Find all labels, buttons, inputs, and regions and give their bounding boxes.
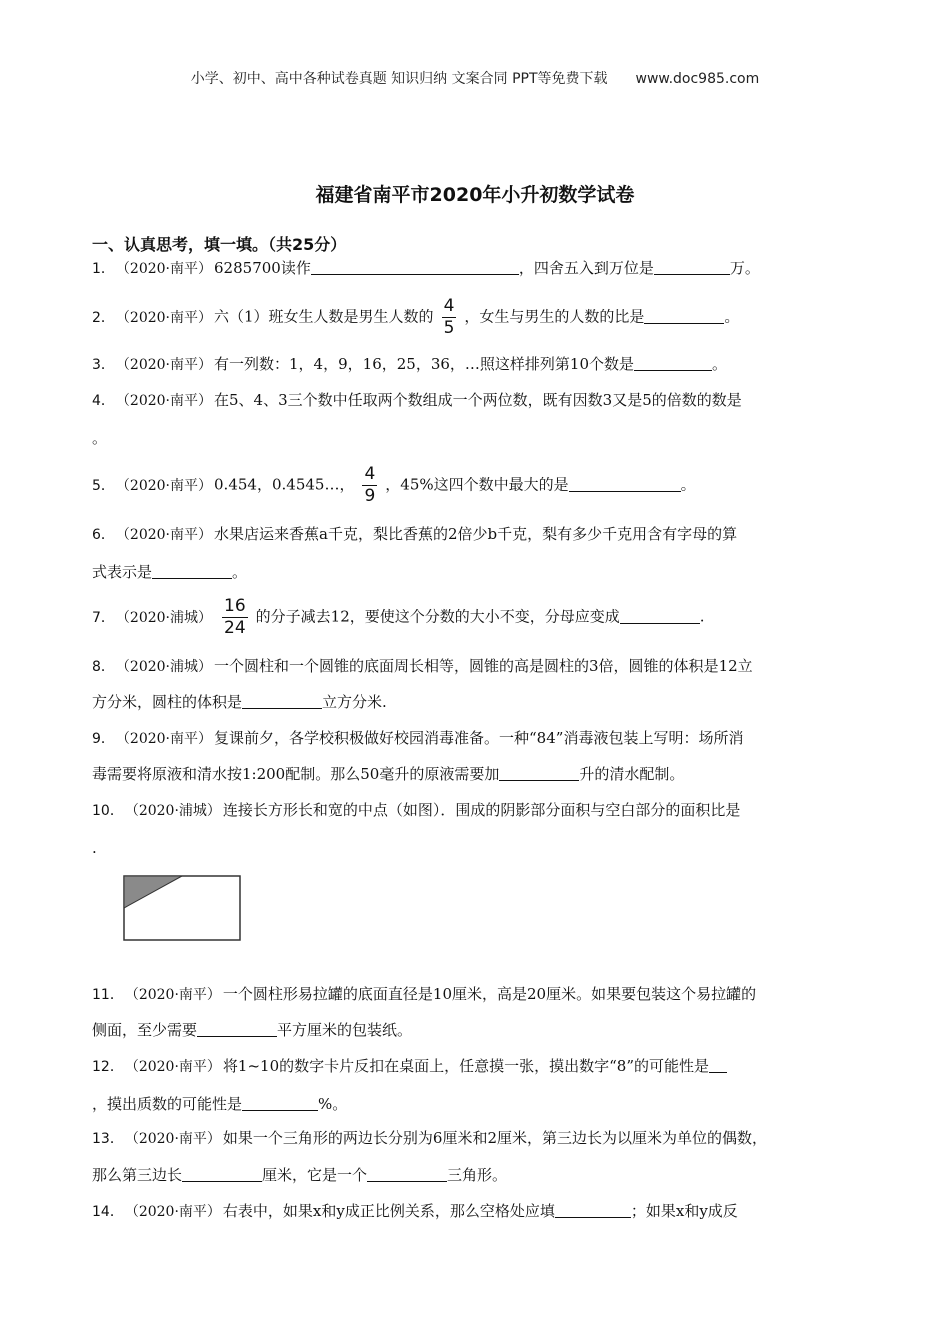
answer-blank[interactable] bbox=[197, 1020, 277, 1037]
denominator: 9 bbox=[364, 486, 376, 506]
question-text: 平方厘米的包装纸。 bbox=[277, 1021, 413, 1039]
question-text: 连接长方形长和宽的中点（如图）．围成的阴影部分面积与空白部分的面积比是 bbox=[222, 801, 741, 819]
question-source: （2020·浦城） bbox=[122, 609, 213, 626]
question-text: ，45%这四个数中最大的是 bbox=[385, 475, 569, 494]
question-11 bbox=[92, 984, 756, 1005]
question-number: 2． bbox=[92, 309, 115, 326]
question-text: 6285700读作 bbox=[214, 259, 311, 277]
answer-blank[interactable] bbox=[367, 1165, 447, 1182]
question-text: 。 bbox=[712, 355, 728, 373]
question-number: 7． bbox=[92, 609, 115, 626]
question-text: 立方分米. bbox=[322, 693, 387, 711]
question-11-continued bbox=[92, 1020, 412, 1040]
rectangle-figure bbox=[120, 872, 245, 948]
question-number: 9． bbox=[92, 731, 115, 747]
question-text: ，女生与男生的人数的比是 bbox=[464, 307, 645, 326]
question-6-continued bbox=[92, 562, 247, 582]
question-text: ，摸出质数的可能性是 bbox=[92, 1095, 243, 1113]
question-text: . bbox=[699, 607, 705, 626]
question-text: 。 bbox=[680, 475, 696, 494]
question-text: ；如果x和y成反 bbox=[630, 1202, 738, 1220]
question-text: 六（1）班女生人数是男生人数的 bbox=[214, 307, 434, 326]
answer-blank[interactable] bbox=[499, 764, 579, 781]
question-text: 。 bbox=[724, 307, 740, 326]
fraction bbox=[362, 464, 377, 507]
question-1 bbox=[92, 258, 760, 279]
question-6 bbox=[92, 524, 737, 545]
numerator: 4 bbox=[443, 296, 455, 316]
question-number: 10． bbox=[92, 803, 124, 819]
question-source: （2020·南平） bbox=[131, 1204, 221, 1220]
question-5 bbox=[92, 464, 696, 507]
question-text: 毒需要将原液和清水按1:200配制。那么50毫升的原液需要加 bbox=[92, 765, 500, 783]
question-source: （2020·浦城） bbox=[131, 803, 221, 819]
question-text: 水果店运来香蕉a千克，梨比香蕉的2倍少b千克，梨有多少千克用含有字母的算 bbox=[214, 525, 738, 543]
answer-blank[interactable] bbox=[634, 354, 712, 371]
question-text: 有一列数：1，4，9，16，25，36，…照这样排列第10个数是 bbox=[214, 355, 634, 373]
question-source: （2020·南平） bbox=[122, 477, 213, 494]
question-text: 右表中，如果x和y成正比例关系，那么空格处应填 bbox=[222, 1202, 555, 1220]
question-text: ，四舍五入到万位是 bbox=[518, 259, 654, 277]
answer-blank[interactable] bbox=[152, 562, 232, 579]
question-14 bbox=[92, 1201, 738, 1222]
question-8-continued bbox=[92, 692, 387, 712]
question-text: 。 bbox=[232, 563, 248, 581]
denominator: 24 bbox=[224, 618, 246, 638]
page-header bbox=[0, 68, 950, 88]
question-9 bbox=[92, 728, 743, 749]
question-text: 在5、4、3三个数中任取两个数组成一个两位数，既有因数3又是5的倍数的数是 bbox=[214, 391, 742, 409]
question-text: 侧面，至少需要 bbox=[92, 1021, 198, 1039]
question-source: （2020·南平） bbox=[122, 261, 213, 277]
question-number: 11． bbox=[92, 987, 124, 1003]
answer-blank[interactable] bbox=[242, 692, 322, 709]
header-text: 小学、初中、高中各种试卷真题 知识归纳 文案合同 PPT等免费下载 bbox=[190, 71, 608, 87]
question-text: 如果一个三角形的两边长分别为6厘米和2厘米，第三边长为以厘米为单位的偶数， bbox=[222, 1129, 768, 1147]
question-12-continued bbox=[92, 1094, 347, 1114]
question-source: （2020·南平） bbox=[131, 987, 221, 1003]
question-7 bbox=[92, 596, 705, 639]
question-number: 6． bbox=[92, 527, 115, 543]
answer-blank[interactable] bbox=[311, 258, 519, 275]
question-text: 那么第三边长 bbox=[92, 1166, 183, 1184]
question-3 bbox=[92, 354, 727, 375]
question-number: 3． bbox=[92, 357, 115, 373]
question-12 bbox=[92, 1056, 727, 1077]
question-number: 1． bbox=[92, 261, 115, 277]
question-text: 复课前夕，各学校积极做好校园消毒准备。一种“84”消毒液包装上写明：场所消 bbox=[214, 729, 744, 747]
question-10-continued: . bbox=[92, 839, 97, 857]
question-13-continued bbox=[92, 1165, 507, 1185]
question-source: （2020·浦城） bbox=[122, 659, 213, 675]
answer-blank[interactable] bbox=[644, 307, 724, 324]
header-url[interactable]: www.doc985.com bbox=[635, 71, 760, 87]
fraction bbox=[222, 596, 248, 639]
question-13 bbox=[92, 1128, 767, 1149]
question-10 bbox=[92, 800, 740, 821]
question-number: 14． bbox=[92, 1204, 124, 1220]
answer-blank[interactable] bbox=[242, 1094, 318, 1111]
section-heading: 一、认真思考，填一填。（共25分） bbox=[92, 235, 347, 254]
denominator: 5 bbox=[443, 318, 455, 338]
question-number: 5． bbox=[92, 477, 115, 494]
question-number: 12． bbox=[92, 1059, 124, 1075]
question-source: （2020·南平） bbox=[122, 731, 213, 747]
question-source: （2020·南平） bbox=[122, 357, 213, 373]
question-text: 万。 bbox=[729, 259, 760, 277]
question-number: 13． bbox=[92, 1131, 124, 1147]
question-text: 厘米，它是一个 bbox=[262, 1166, 368, 1184]
answer-blank[interactable] bbox=[569, 475, 681, 492]
question-text: 0.454，0.4545…， bbox=[214, 475, 355, 494]
rectangle-diagram bbox=[120, 872, 245, 944]
question-text: %。 bbox=[318, 1095, 348, 1113]
question-source: （2020·南平） bbox=[131, 1059, 221, 1075]
question-number: 4． bbox=[92, 393, 115, 409]
question-2 bbox=[92, 296, 739, 339]
numerator: 16 bbox=[224, 596, 246, 616]
question-9-continued bbox=[92, 764, 684, 784]
question-text: 将1~10的数字卡片反扣在桌面上，任意摸一张，摸出数字“8”的可能性是 bbox=[222, 1057, 710, 1075]
question-text: 一个圆柱和一个圆锥的底面周长相等，圆锥的高是圆柱的3倍，圆锥的体积是12立 bbox=[214, 657, 753, 675]
question-text: 的分子减去12，要使这个分数的大小不变，分母应变成 bbox=[255, 607, 620, 626]
question-4 bbox=[92, 390, 742, 411]
question-text: 升的清水配制。 bbox=[579, 765, 685, 783]
answer-blank[interactable] bbox=[654, 258, 730, 275]
answer-blank[interactable] bbox=[709, 1056, 727, 1073]
answer-blank[interactable] bbox=[620, 607, 700, 624]
fraction bbox=[442, 296, 457, 339]
question-number: 8． bbox=[92, 659, 115, 675]
question-text: 一个圆柱形易拉罐的底面直径是10厘米，高是20厘米。如果要包装这个易拉罐的 bbox=[222, 985, 757, 1003]
question-source: （2020·南平） bbox=[122, 393, 213, 409]
question-source: （2020·南平） bbox=[122, 527, 213, 543]
question-source: （2020·南平） bbox=[131, 1131, 221, 1147]
question-4-continued: 。 bbox=[92, 429, 108, 447]
question-source: （2020·南平） bbox=[122, 309, 213, 326]
question-text: 式表示是 bbox=[92, 563, 153, 581]
answer-blank[interactable] bbox=[555, 1201, 631, 1218]
answer-blank[interactable] bbox=[182, 1165, 262, 1182]
question-8 bbox=[92, 656, 753, 677]
question-text: 三角形。 bbox=[447, 1166, 508, 1184]
numerator: 4 bbox=[364, 464, 376, 484]
page-title: 福建省南平市2020年小升初数学试卷 bbox=[315, 184, 635, 206]
question-text: 方分米，圆柱的体积是 bbox=[92, 693, 243, 711]
